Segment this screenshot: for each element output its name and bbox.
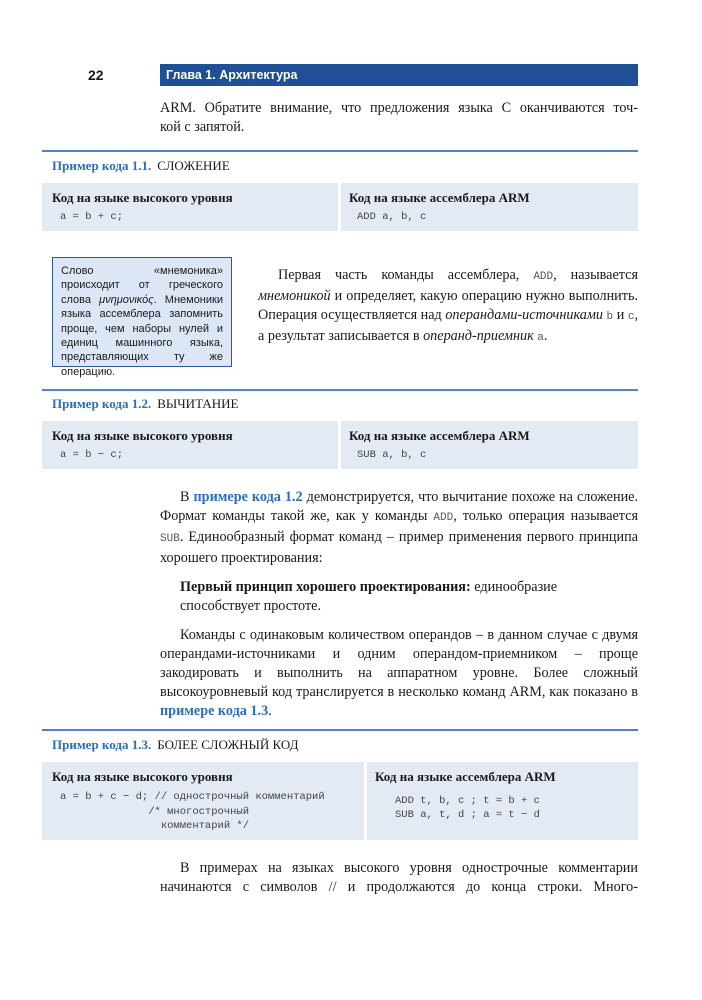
example-3-asm-code-line-2: SUB a, t, d ; a = t − d <box>395 809 540 821</box>
example-3-label: Пример кода 1.3. <box>52 737 152 752</box>
chapter-header-bar <box>160 64 638 86</box>
example-2-hl-header: Код на языке высокого уровня <box>52 428 233 443</box>
example-2-label: Пример кода 1.2. <box>52 396 152 411</box>
example-3-hl-code-line-3: комментарий */ <box>60 820 250 832</box>
chapter-title: Глава 1. Архитектура <box>166 68 298 82</box>
example-1-3-link[interactable]: примере кода 1.3 <box>160 703 269 719</box>
example-1-hl-code: a = b + c; <box>60 211 124 223</box>
intro-line-2: кой с запятой. <box>160 119 245 135</box>
example-3-hl-code-line-2: /* многострочный <box>60 806 250 818</box>
design-principle <box>180 578 638 616</box>
example-2-asm-panel <box>341 421 638 469</box>
example-1-2-link[interactable]: примере кода 1.2 <box>193 489 303 505</box>
comments-paragraph <box>160 859 638 897</box>
page-number: 22 <box>88 67 104 83</box>
example-1-asm-code: ADD a, b, c <box>357 211 427 223</box>
example-2-name: ВЫЧИТАНИЕ <box>157 396 239 411</box>
principle-text: единообразие способствует простоте. <box>180 579 558 614</box>
sidebar-text: Слово «мнемоника» происходит от греческого слова μνημονικός. Мнемоники языка ассемблера запомнить проще, чем наборы нулей и единиц машинного языка, представляющих ту же операцию. <box>61 265 223 378</box>
subtraction-paragraph: В примере кода 1.2 демонстрируется, что вычитание похоже на сложение. Формат команды такой же, как у команды ADD, только операция называется SUB. Единообразный формат команд – пример применения первого принципа хорошего проектирования: <box>160 489 639 566</box>
example-3-asm-code-line-1: ADD t, b, c ; t = b + c <box>395 795 540 807</box>
principle-title: Первый принцип хорошего проектирования: <box>180 579 471 595</box>
example-2-title <box>52 396 238 412</box>
example-3-hl-header: Код на языке высокого уровня <box>52 769 233 784</box>
mnemonic-paragraph: Первая часть команды ассемблера, ADD, называется мнемоникой и определяет, какую операцию нужно выполнить. Операция осуществляется над операндами-источниками b и c, а результат записывается в операнд-приемник a. <box>258 267 639 344</box>
example-2-hl-panel <box>42 421 338 469</box>
example-3-hl-panel <box>42 762 364 840</box>
example-2-top-rule <box>42 389 638 391</box>
example-3-name: БОЛЕЕ СЛОЖНЫЙ КОД <box>157 737 299 752</box>
example-1-label: Пример кода 1.1. <box>52 158 152 173</box>
example-1-hl-panel <box>42 183 338 231</box>
comments-line-2: начинаются с символов // и продолжаются до конца строки. Много- <box>160 879 638 895</box>
example-3-title <box>52 737 298 753</box>
example-1-top-rule <box>42 150 638 152</box>
example-2-hl-code: a = b − c; <box>60 449 124 461</box>
intro-paragraph <box>160 99 638 137</box>
intro-line-1: ARM. Обратите внимание, что предложения языка C оканчиваются точ- <box>160 100 638 116</box>
example-1-asm-header: Код на языке ассемблера ARM <box>349 190 530 205</box>
example-3-asm-header: Код на языке ассемблера ARM <box>375 769 556 784</box>
example-3-hl-code-line-1: a = b + c − d; // однострочный комментарий <box>60 791 325 803</box>
example-3-asm-panel <box>367 762 638 840</box>
comments-line-1: В примерах на языках высокого уровня однострочные комментарии <box>180 860 638 876</box>
example-2-asm-header: Код на языке ассемблера ARM <box>349 428 530 443</box>
operands-paragraph: Команды с одинаковым количеством операндов – в данном случае с двумя операндами-источниками и одним операндом-приемником – проще закодировать и выполнить на аппаратном уровне. Более сложный высокоуровневый код транслируется в несколько команд ARM, как показано в примере кода 1.3. <box>160 627 638 719</box>
example-2-asm-code: SUB a, b, c <box>357 449 427 461</box>
example-1-asm-panel <box>341 183 638 231</box>
example-1-hl-header: Код на языке высокого уровня <box>52 190 233 205</box>
example-1-title <box>52 158 230 174</box>
example-1-name: СЛОЖЕНИЕ <box>157 158 230 173</box>
example-3-top-rule <box>42 729 638 731</box>
sidebar-note <box>52 257 232 378</box>
